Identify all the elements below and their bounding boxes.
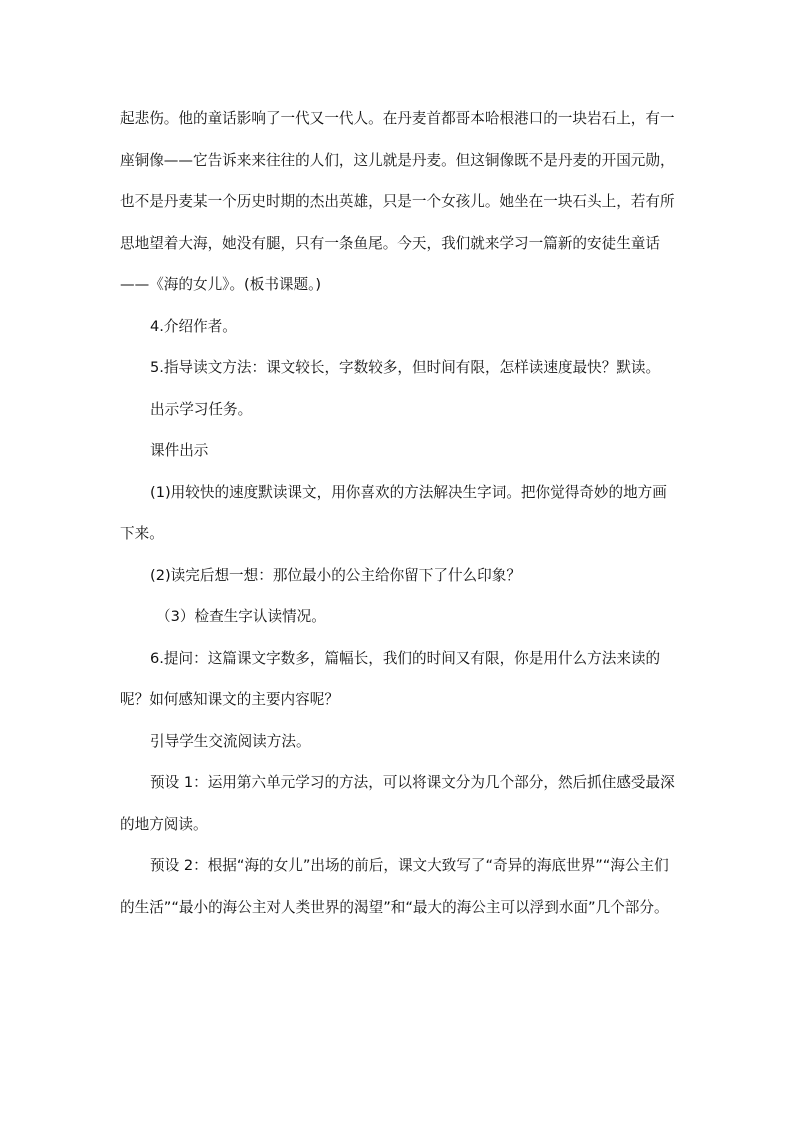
paragraph-courseware: 课件出示 — [150, 442, 209, 459]
paragraph-step-5: 5.指导读文方法：课文较长，字数较多，但时间有限，怎样读速度最快？默读。 — [150, 359, 661, 376]
paragraph-step-4: 4.介绍作者。 — [150, 317, 237, 335]
paragraph-preset-2: 预设 2：根据“海的女儿”出场的前后，课文大致写了“奇异的海底世界”“海公主们的生活”“最小的海公主对人类世界的渴望”和“最大的海公主可以浮到水面”几个部分。 — [120, 857, 669, 916]
paragraph-task-3: （3）检查生字认读情况。 — [156, 608, 326, 625]
paragraph-preset-1: 预设 1：运用第六单元学习的方法，可以将课文分为几个部分，然后抓住感受最深的地方阅读。 — [120, 774, 675, 833]
document-body — [120, 98, 675, 928]
paragraph-task-1: (1)用较快的速度默读课文，用你喜欢的方法解决生字词。把你觉得奇妙的地方画下来。 — [120, 483, 667, 542]
paragraph-step-6: 6.提问：这篇课文字数多，篇幅长，我们的时间又有限，你是用什么方法来读的呢？如何感知课文的主要内容呢？ — [120, 649, 661, 708]
paragraph-intro-story: 起悲伤。他的童话影响了一代又一代人。在丹麦首都哥本哈根港口的一块岩石上，有一座铜像——它告诉来来往往的人们，这儿就是丹麦。但这铜像既不是丹麦的开国元勋，也不是丹麦某一个历史时期的杰出英雄，只是一个女孩儿。她坐在一块石头上，若有所思地望着大海，她没有腿，只有一条鱼尾。今天，我们就来学习一篇新的安徒生童话——《海的女儿》。(板书课题。) — [120, 110, 675, 293]
paragraph-guide-methods: 引导学生交流阅读方法。 — [150, 732, 311, 750]
paragraph-show-tasks: 出示学习任务。 — [150, 400, 253, 418]
paragraph-task-2: (2)读完后想一想：那位最小的公主给你留下了什么印象？ — [150, 566, 521, 584]
